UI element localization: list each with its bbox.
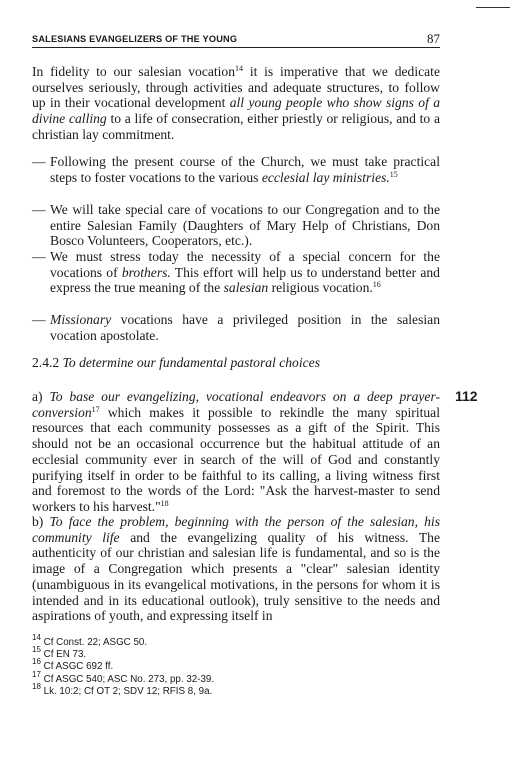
section-heading xyxy=(32,355,320,371)
footnote-ref: 16 xyxy=(372,280,381,290)
dash-marker: — xyxy=(32,249,46,264)
paragraph-b: b) To face the problem, beginning with the person of the salesian, his community life and the evangelizing quality of his witness. The authenticity of our christian and salesian life is fundamental, and so is the image of a Congregation which presents a "clear" salesian identity (unambiguous in its evangelical motivations, in the persons for whom it is intended and in its educational outlook), truly sensitive to the needs and aspirations of youth, and expressing itself in xyxy=(32,514,441,624)
intro-paragraph: In fidelity to our salesian vocation$^{14}$ it is imperative that we dedicate ourselves seriously, through activities and adequate structures, to follow up in their vocational development all young people who show signs of a divine calling to a life of consecration, either priestly or religious, and to a christian lay commitment. xyxy=(32,64,441,142)
footnote: $^{17}$ Cf ASGC 540; ASC No. 273, pp. 32-39. xyxy=(32,669,215,685)
dash-marker: — xyxy=(32,202,46,217)
footnote-ref: 14 xyxy=(235,64,244,73)
item-label: a) xyxy=(32,389,43,404)
section-title: To determine our fundamental pastoral choices xyxy=(62,355,320,370)
footnote: $^{16}$ Cf ASGC 692 ff. xyxy=(32,657,114,673)
margin-number: 112 xyxy=(455,388,478,404)
paragraph-a: a) To base our evangelizing, vocational endeavors on a deep prayer-conversion$^{17}$ which makes it possible to rekindle the many spiritual resources that each community possesses as a gift of the Spirit. This should not be an occasional occurrence but the habitual attitude of an ecclesial community ever in search of the will of God and constantly purifying itself in order to be faithful to its calling, a living witness first and foremost to the words of the Lord: "Ask the harvest-master to send workers to his harvest."$^{18}$ xyxy=(32,389,440,514)
bullet-item: — Missionary vocations have a privileged position in the salesian vocation apostolate. xyxy=(32,312,440,343)
footnote: $^{15}$ Cf EN 73. xyxy=(32,645,87,661)
dash-marker: — xyxy=(32,154,46,169)
footnotes xyxy=(32,633,440,698)
footnote-ref: 18 xyxy=(160,498,169,508)
item-label: b) xyxy=(32,514,44,529)
footnote-ref: 15 xyxy=(389,169,398,179)
page-number: 87 xyxy=(427,31,440,46)
section-number: 2.4.2 xyxy=(32,355,60,370)
bullet-item: — We must stress today the necessity of a special concern for the vocations of brothers. This effort will help us to understand better and express the true meaning of the salesian religious vocation.$^{16}$ xyxy=(32,249,440,296)
running-title: SALESIANS EVANGELIZERS OF THE YOUNG xyxy=(32,34,238,44)
bullet-item: — Following the present course of the Church, we must take practical steps to foster vocations to the various ecclesial lay ministries.$^{15}$ xyxy=(32,154,440,185)
bullet-item: — We will take special care of vocations to our Congregation and to the entire Salesian Family (Daughters of Mary Help of Christians, Don Bosco Volunteers, Cooperators, etc.). xyxy=(32,202,440,249)
footnote: $^{14}$ Cf Const. 22; ASGC 50. xyxy=(32,633,148,648)
footnote: $^{18}$ Lk. 10:2; Cf OT 2; SDV 12; RFIS 8, 9a. xyxy=(32,681,213,697)
footnote-ref: 17 xyxy=(91,404,100,414)
corner-rule xyxy=(476,7,510,8)
dash-marker: — xyxy=(32,312,46,327)
running-header xyxy=(32,33,440,48)
emphasis: all young people who show signs of a divine calling xyxy=(32,95,441,127)
